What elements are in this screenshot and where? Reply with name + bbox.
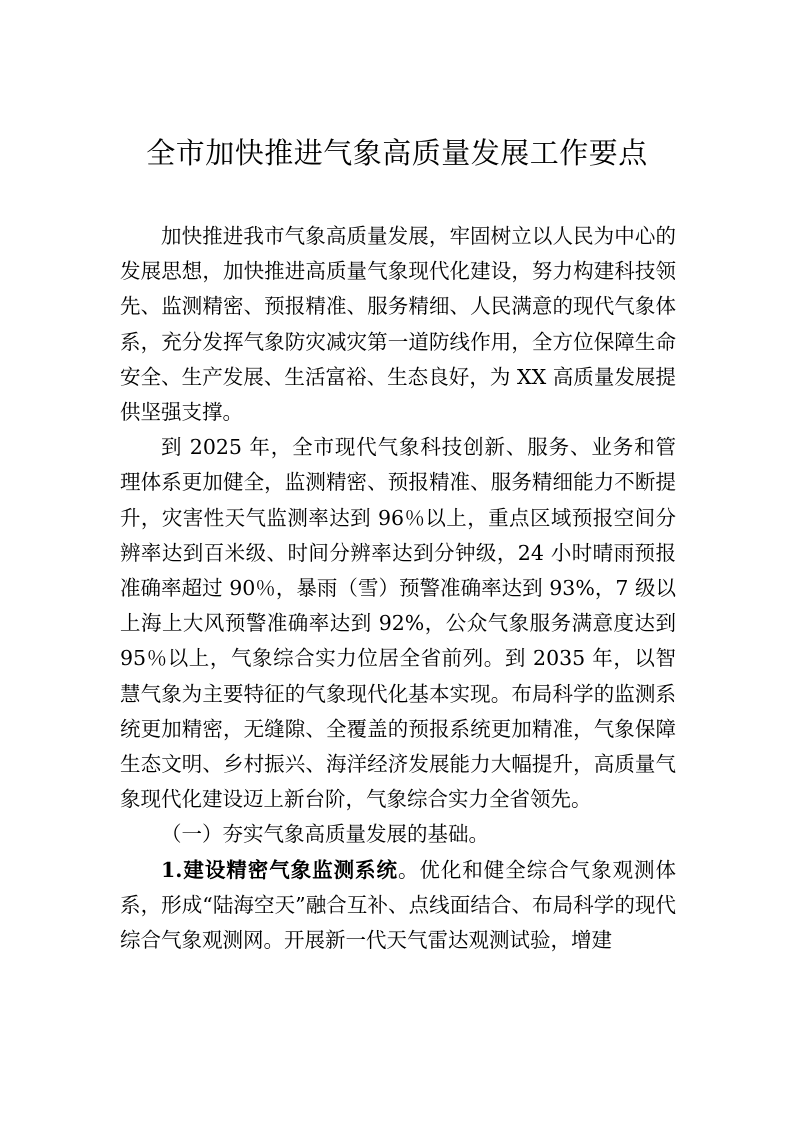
goals-paragraph: 到 2025 年，全市现代气象科技创新、服务、业务和管理体系更加健全，监测精密、预报精准、服务精细能力不断提升，灾害性天气监测率达到 96％以上，重点区域预报空间分辨率达到百米级、时间分辨率达到分钟级，24 小时晴雨预报准确率超过 90％，暴雨（雪）预警准确率达到 93%，7 级以上海上大风预警准确率达到 92%，公众气象服务满意度达到 95％以上，气象综合实力位居全省前列。到 2035 年，以智慧气象为主要特征的气象现代化基本实现。布局科学的监测系统更加精密，无缝隙、全覆盖的预报系统更加精准，气象保障生态文明、乡村振兴、海洋经济发展能力大幅提升，高质量气象现代化建设迈上新台阶，气象综合实力全省领先。 xyxy=(120,435,676,812)
document-title: 全市加快推进气象高质量发展工作要点 xyxy=(146,136,648,170)
section-heading: （一）夯实气象高质量发展的基础。 xyxy=(161,822,489,847)
item1-text: 。优化和健全综合气象观测体系，形成“陆海空天”融合互补、点线面结合、布局科学的现代综合气象观测网。开展新一代天气雷达观测试验，增建 xyxy=(120,857,676,953)
intro-paragraph: 加快推进我市气象高质量发展，牢固树立以人民为中心的发展思想，加快推进高质量气象现代化建设，努力构建科技领先、监测精密、预报精准、服务精细、人民满意的现代气象体系，充分发挥气象防灾减灾第一道防线作用，全方位保障生命安全、生产发展、生活富裕、生态良好，为 XX 高质量发展提供坚强支撑。 xyxy=(120,224,676,425)
document-body xyxy=(120,219,676,958)
item1-paragraph xyxy=(120,853,676,959)
item1-heading: 1.建设精密气象监测系统 xyxy=(161,857,398,882)
